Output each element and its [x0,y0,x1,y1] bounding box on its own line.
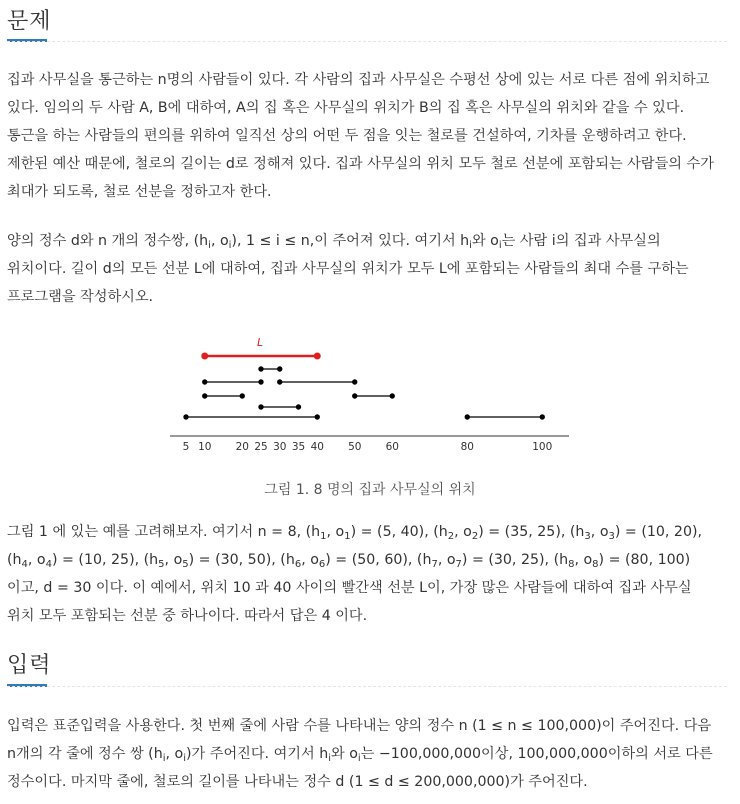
input-paragraph: 입력은 표준입력을 사용한다. 첫 번째 줄에 사람 수를 나타내는 양의 정수 n (1 ≤ n ≤ 100,000)이 주어진다. 다음 n개의 각 줄에 정수 쌍 ($h_i$, $o_i$)가 주어진다. 여기서 $h_i$와 $o_i$는 −100,000,000이상, 100,000,000이하의 서로 다른 정수이다. 마지막 줄에, 철로의 길이를 나타내는 정수 d (1 ≤ d ≤ 200,000,000)가 주어진다. [7,718,713,790]
tick-label: 20 [235,441,249,453]
tick-label: 30 [273,441,287,453]
segment-endpoint [240,393,245,398]
tick-label: 40 [310,441,324,453]
segment-endpoint [540,414,545,419]
tick-label: 5 [182,441,190,453]
highlight-endpoint [201,353,208,360]
section-divider [7,686,727,687]
tick-label: 60 [385,441,399,453]
segment-endpoint [277,379,282,384]
positions-diagram [164,326,584,466]
segment-endpoint [390,393,395,398]
problem-paragraph-1: 집과 사무실을 통근하는 n명의 사람들이 있다. 각 사람의 집과 사무실은 수평선 상에 있는 서로 다른 점에 위치하고 있다. 임의의 두 사람 A, B에 대하여, A의 집 혹은 사무실의 위치가 B의 집 혹은 사무실의 위치와 같을 수 있다. 통근을 하는 사람들의 편의를 위하여 일직선 상의 어떤 두 점을 잇는 철로를 건설하여, 기차를 운행하려고 한다. 제한된 예산 때문에, 철로의 길이는 d로 정해져 있다. 집과 사무실의 위치 모두 철로 선분에 포함되는 사람들의 수가 최대가 되도록, 철로 선분을 정하고자 한다. [7,72,714,200]
tick-label: 25 [254,441,268,453]
tick-label: 80 [460,441,474,453]
segment-endpoint [183,414,188,419]
segment-endpoint [277,366,282,371]
segment-label: L [257,336,264,349]
tick-label: 35 [291,441,306,453]
segment-endpoint [465,414,470,419]
section-title-input: 입력 [7,653,52,678]
section-divider [7,41,727,42]
segment-endpoint [258,366,263,371]
tick-label: 100 [532,441,553,453]
segment-endpoint [315,414,320,419]
segment-endpoint [258,379,263,384]
segment-endpoint [296,404,301,409]
segment-endpoint [352,393,357,398]
segment-endpoint [352,379,357,384]
section-title-problem: 문제 [7,9,52,34]
problem-paragraph-3: 그림 1 에 있는 예를 고려해보자. 여기서 n = 8, ($h_1$, $o_1) = (5$, 40), ($h_2$, $o_2) = (35$, 25), ($h_3$, $o_3) = (10$, 20), ($h_4$, $o_4) = (10$, 25), ($h_5$, $o_5) = (30$, 50), ($h_6$, $o_6) = (50$, 60), ($h_7$, $o_7) = (30$, 25), ($h_8$, $o_8) = (80$, 100)이고, d = 30 이다. 이 예에서, 위치 10 과 40 사이의 빨간색 선분 L이, 가장 많은 사람들에 대하여 집과 사무실 위치 모두 포함되는 선분 중 하나이다. 따라서 답은 4 이다. [7,524,703,624]
segment-endpoint [258,404,263,409]
segment-endpoint [202,379,207,384]
tick-label: 50 [348,441,362,453]
figure-caption: 그림 1. 8 명의 집과 사무실의 위치 [264,482,476,498]
highlight-endpoint [314,353,321,360]
problem-paragraph-2: 양의 정수 d와 n 개의 정수쌍, ($h_i$, $o_i$), 1 ≤ i ≤ n,이 주어져 있다. 여기서 $h_i$와 $o_i$는 사람 i의 집과 사무실의 위치이다. 길이 d의 모든 선분 L에 대하여, 집과 사무실의 위치가 모두 L에 포함되는 사람들의 최대 수를 구하는 프로그램을 작성하시오. [7,233,689,305]
figure-positions [164,326,584,466]
tick-label: 10 [198,441,212,453]
segment-endpoint [202,393,207,398]
